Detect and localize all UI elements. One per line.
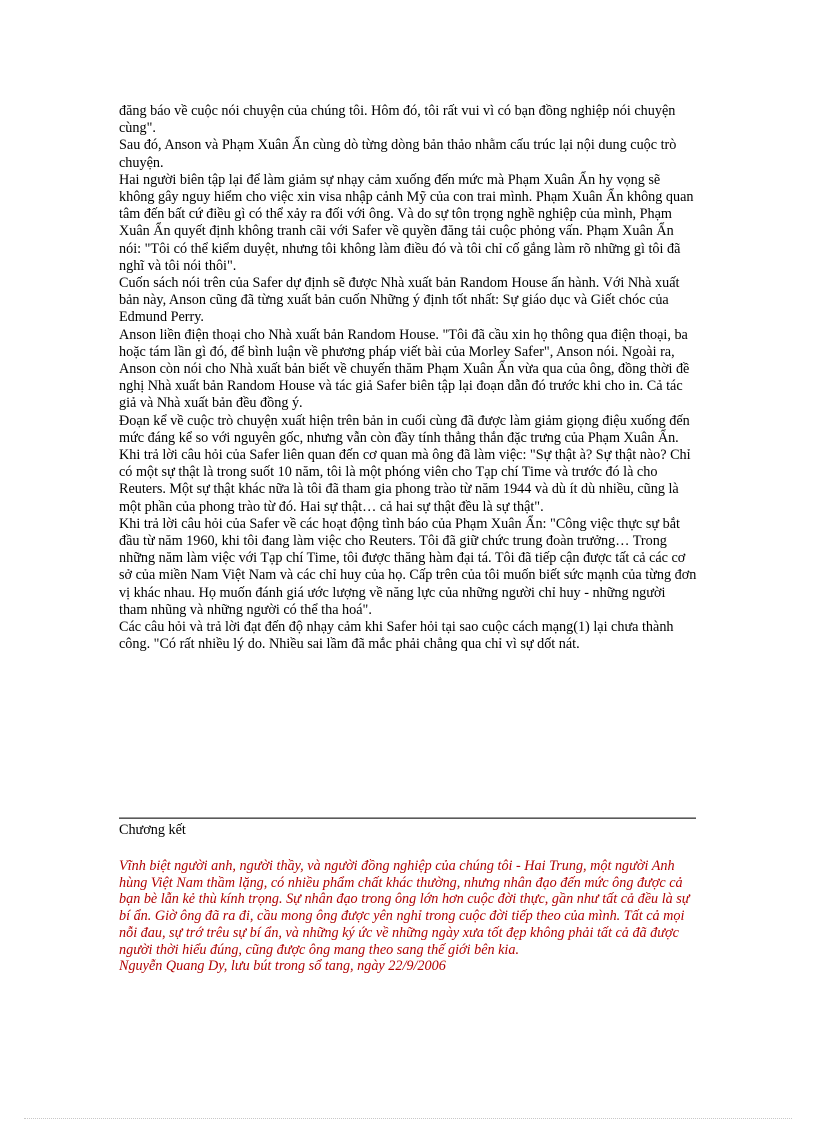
body-text [119,103,697,654]
body-paragraph-8: Các câu hỏi và trả lời đạt đến độ nhạy cảm khi Safer hỏi tại sao cuộc cách mạng(1) lại chưa thành công. "Có rất nhiều lý do. Nhiều sai lầm đã mắc phải chẳng qua chỉ vì sự dốt nát. [119,619,674,653]
page-bottom-border [24,1118,792,1119]
epilogue-text: Vĩnh biệt người anh, người thầy, và người đồng nghiệp của chúng tôi - Hai Trung, một người Anh hùng Việt Nam thầm lặng, có nhiều phẩm chất khác thường, nhưng nhân đạo đến mức ông được cả bạn bè lẫn kẻ thù kính trọng. Sự nhân đạo trong ông lớn hơn cuộc đời thực, gần như tất cả đều là sự bí ẩn. Giờ ông đã ra đi, cầu mong ông được yên nghỉ trong cuộc đời tiếp theo của mình. Tất cả mọi nỗi đau, sự trớ trêu sự bí ẩn, và những ký ức về những ngày xưa tốt đẹp không phải tất cả đã được người thời hiểu đúng, cũng được ông mang theo sang thế giới bên kia. [119,858,690,958]
chapter-heading: Chương kết [119,822,186,838]
epilogue-signature: Nguyễn Quang Dy, lưu bút trong sổ tang, ngày 22/9/2006 [119,958,446,975]
body-paragraph-1: đăng báo về cuộc nói chuyện của chúng tôi. Hôm đó, tôi rất vui vì có bạn đồng nghiệp nói chuyện cùng". [119,103,676,137]
body-paragraph-4: Cuốn sách nói trên của Safer dự định sẽ được Nhà xuất bản Random House ấn hành. Với Nhà xuất bản này, Anson cũng đã từng xuất bản cuốn Những ý định tốt nhất: Sự giáo dục và Giết chóc của Edmund Perry. [119,275,680,326]
body-paragraph-2: Sau đó, Anson và Phạm Xuân Ẩn cùng dò từng dòng bản thảo nhằm cấu trúc lại nội dung cuộc trò chuyện. [119,137,677,171]
section-divider [119,817,696,819]
body-paragraph-5: Anson liền điện thoại cho Nhà xuất bản Random House. "Tôi đã cầu xin họ thông qua điện thoại, ba hoặc tám lần gì đó, để bình luận về phương pháp viết bài của Morley Safer", Anson nói. Ngoài ra, Anson còn nói cho Nhà xuất bản biết về chuyến thăm Phạm Xuân Ẩn vừa qua của ông, đồng thời đề nghị Nhà xuất bản Random House và tác giả Safer biên tập lại đoạn dẫn đó trước khi cho in. Cả tác giả và Nhà xuất bản đều đồng ý. [119,326,690,412]
body-paragraph-6: Đoạn kể về cuộc trò chuyện xuất hiện trên bản in cuối cùng đã được làm giảm giọng điệu xuống đến mức đáng kể so với nguyên gốc, nhưng vẫn còn đầy tính thẳng thắn đặc trưng của Phạm Xuân Ẩn. Khi trả lời câu hỏi của Safer liên quan đến cơ quan mà ông đã làm việc: "Sự thật à? Sự thật nào? Chỉ có một sự thật là trong suốt 10 năm, tôi là một phóng viên cho Tạp chí Time và trước đó là cho Reuters. Một sự thật khác nữa là tôi đã tham gia phong trào từ năm 1944 và dù ít dù nhiều, cũng là một phần của phong trào từ đó. Hai sự thật… cả hai sự thật đều là sự thật". [119,412,691,515]
body-paragraph-7: Khi trả lời câu hỏi của Safer về các hoạt động tình báo của Phạm Xuân Ẩn: "Công việc thực sự bắt đầu từ năm 1960, khi tôi đang làm việc cho Reuters. Tôi đã giữ chức trung đoàn trưởng… Trong những năm làm việc với Tạp chí Time, tôi được thăng hàm đại tá. Tôi đã tiếp cận được tất cả các cơ sở của miền Nam Việt Nam và các chỉ huy của họ. Cấp trên của tôi muốn biết sức mạnh của từng đơn vị khác nhau. Họ muốn đánh giá ước lượng về năng lực của những người chỉ huy - những người tham nhũng và những người có thể tha hoá". [119,515,697,618]
body-paragraph-3: Hai người biên tập lại để làm giảm sự nhạy cảm xuống đến mức mà Phạm Xuân Ẩn hy vọng sẽ không gây nguy hiểm cho việc xin visa nhập cảnh Mỹ của con trai mình. Phạm Xuân Ẩn không quan tâm đến bất cứ điều gì có thể xảy ra đối với ông. Và do sự tôn trọng nghề nghiệp của mình, Phạm Xuân Ẩn quyết định không tranh cãi với Safer về quyền đăng tải cuộc phỏng vấn. Phạm Xuân Ẩn nói: "Tôi có thể kiểm duyệt, nhưng tôi không làm điều đó và tôi chỉ cố gắng làm rõ những gì tôi đã nghĩ và tôi nói thôi". [119,171,694,274]
epilogue [119,858,699,975]
